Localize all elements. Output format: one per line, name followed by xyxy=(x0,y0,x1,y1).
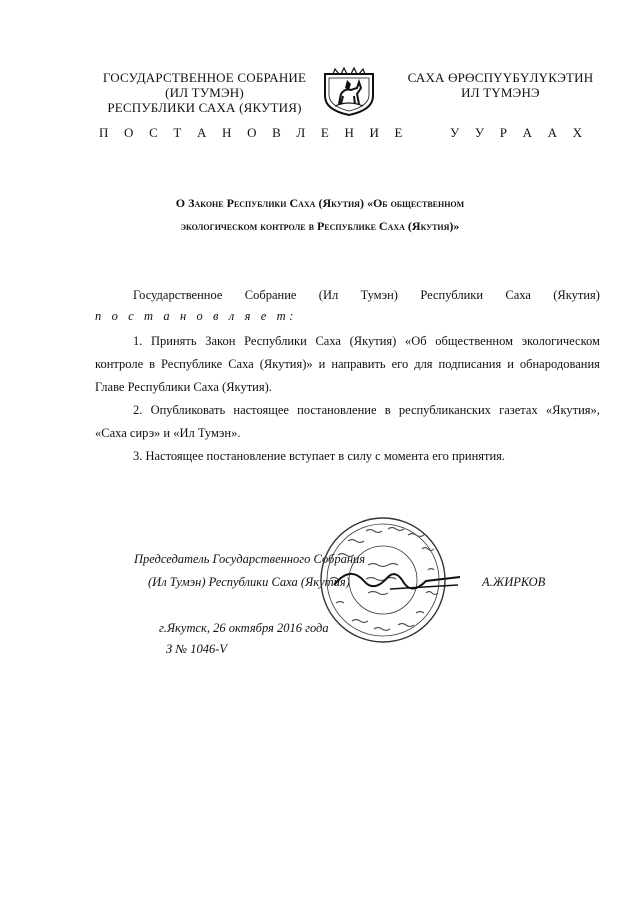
item-3-line: 3. Настоящее постановление вступает в силу с момента его принятия. xyxy=(133,449,506,463)
republic-emblem-icon xyxy=(321,66,377,116)
issuer-block-russian xyxy=(82,70,327,115)
item-1-line-2: контроле в Республике Саха (Якутия)» и направить его для подписания и обнародования xyxy=(95,357,600,371)
item-1-line-1: 1. Принять Закон Республики Саха (Якутия) «Об общественном экологическом xyxy=(133,334,600,348)
place-and-date: г.Якутск, 26 октября 2016 года xyxy=(159,621,329,635)
handwritten-signature-icon xyxy=(330,555,465,605)
intro-line: Государственное Собрание (Ил Тумэн) Республики Саха (Якутия) xyxy=(133,288,600,302)
document-type-yakut: У У Р А А Х xyxy=(450,125,589,140)
document-number: З № 1046-V xyxy=(166,642,228,656)
document-title-line-2: экологическом контроле в Республике Саха (Якутия)» xyxy=(180,219,460,233)
issuer-block-yakut xyxy=(388,70,613,100)
item-2-line-1: 2. Опубликовать настоящее постановление в республиканских газетах «Якутия», xyxy=(133,403,600,417)
document-type-russian: П О С Т А Н О В Л Е Н И Е xyxy=(99,125,409,140)
item-2-line-2: «Саха сирэ» и «Ил Тумэн». xyxy=(95,426,241,440)
issuer-line-3: РЕСПУБЛИКИ САХА (ЯКУТИЯ) xyxy=(107,100,302,115)
resolves-word: п о с т а н о в л я е т: xyxy=(95,309,297,323)
item-1-line-3: Главе Республики Саха (Якутия). xyxy=(95,380,272,394)
issuer-line-1: ГОСУДАРСТВЕННОЕ СОБРАНИЕ xyxy=(102,70,307,85)
issuer-yakut-line-1: САХА ӨРӨСПҮҮБҮЛҮКЭТИН xyxy=(407,70,594,85)
signatory-name: А.ЖИРКОВ xyxy=(482,575,546,589)
issuer-yakut-line-2: ИЛ ТҮМЭНЭ xyxy=(461,85,540,100)
issuer-line-2: (ИЛ ТУМЭН) xyxy=(165,85,244,100)
document-title-line-1: О Законе Республики Саха (Якутия) «Об общественном xyxy=(175,196,465,210)
signatory-position-line-1: Председатель Государственного Собрания xyxy=(134,552,366,566)
signatory-position-line-2: (Ил Тумэн) Республики Саха (Якутия) xyxy=(148,575,350,589)
